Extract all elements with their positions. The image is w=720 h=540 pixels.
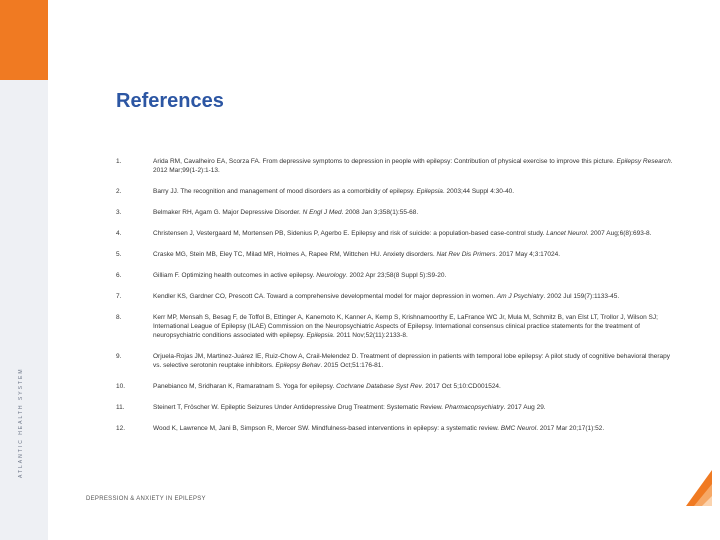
reference-item [116, 250, 676, 259]
reference-number: 12. [116, 425, 126, 432]
citation-details: . 2011 Nov;52(11):2133-8. [332, 332, 408, 339]
citation-body: Panebianco M, Sridharan K, Ramaratnam S. Yoga for epilepsy. [153, 383, 335, 390]
citation-body: Steinert T, Fröscher W. Epileptic Seizures Under Antidepressive Drug Treatment: Systematic Review. [153, 404, 443, 411]
reference-number: 10. [116, 383, 126, 390]
citation-details: . 2015 Oct;51:176-81. [320, 362, 384, 369]
reference-list [116, 157, 676, 445]
reference-number: 7. [116, 293, 122, 300]
journal-name: Epilepsia [306, 332, 333, 339]
reference-text [153, 229, 676, 238]
reference-text [153, 292, 676, 301]
citation-body: Craske MG, Stein MB, Eley TC, Milad MR, Holmes A, Rapee RM, Wittchen HU. Anxiety disorders. [153, 251, 435, 258]
reference-text [153, 187, 676, 196]
reference-item [116, 271, 676, 280]
reference-item [116, 187, 676, 196]
reference-number: 9. [116, 353, 122, 360]
citation-body: Kerr MP, Mensah S, Besag F, de Toffol B, Ettinger A, Kanemoto K, Kanner A, Kemp S, Krishnamoorthy E, LaFrance WC Jr, Mula M, Schmitz B, van Elst LT, Trollor J, Wilson SJ; International League of Epilepsy (ILAE) Commission on the Neuropsychiatric Aspects of Epilepsy. International consensus clinical practice statements for the treatment of neuropsychiatric conditions associated with epilepsy. [153, 314, 658, 339]
brand-vertical-text: ATLANTIC HEALTH SYSTEM [18, 367, 24, 478]
citation-body: Belmaker RH, Agam G. Major Depressive Disorder. [153, 209, 301, 216]
reference-text [153, 271, 676, 280]
citation-body: Arida RM, Cavalheiro EA, Scorza FA. From depressive symptoms to depression in people with epilepsy: Contribution of physical exercise to improve this picture. [153, 158, 615, 165]
journal-name: Epilepsy Research [616, 158, 671, 165]
reference-number: 11. [116, 404, 125, 411]
slide-footer: DEPRESSION & ANXIETY IN EPILEPSY [86, 496, 206, 502]
reference-item [116, 229, 676, 238]
reference-text [153, 382, 676, 391]
reference-number: 5. [116, 251, 122, 258]
reference-text [153, 424, 676, 433]
reference-item [116, 292, 676, 301]
reference-text [153, 157, 676, 175]
reference-number: 6. [116, 272, 122, 279]
journal-name: Neurology [316, 272, 346, 279]
citation-details: . 2017 May 4;3:17024. [495, 251, 561, 258]
atlantic-health-logo-icon [686, 470, 712, 506]
reference-text [153, 250, 676, 259]
journal-name: Epilepsia [416, 188, 443, 195]
citation-details: . 2017 Mar 20;17(1):52. [536, 425, 605, 432]
reference-number: 3. [116, 209, 122, 216]
journal-name: Lancet Neurol [546, 230, 587, 237]
journal-name: Am J Psychiatry [496, 293, 544, 300]
reference-number: 1. [116, 158, 122, 165]
citation-details: . 2017 Aug 29. [503, 404, 546, 411]
slide-title: References [116, 90, 224, 112]
reference-number: 2. [116, 188, 122, 195]
citation-details: . 2017 Oct 5;10:CD001524. [421, 383, 501, 390]
reference-number: 8. [116, 314, 122, 321]
reference-text [153, 352, 676, 370]
reference-item [116, 382, 676, 391]
accent-strip [0, 0, 48, 80]
citation-body: Christensen J, Vestergaard M, Mortensen PB, Sidenius P, Agerbo E. Epilepsy and risk of suicide: a population-based case-control study. [153, 230, 545, 237]
reference-text [153, 313, 676, 340]
journal-name: N Engl J Med [302, 209, 342, 216]
citation-details: . 2003;44 Suppl 4:30-40. [442, 188, 515, 195]
citation-details: . 2007 Aug;6(8):693-8. [586, 230, 652, 237]
journal-name: Nat Rev Dis Primers [436, 251, 496, 258]
citation-body: Barry JJ. The recognition and management of mood disorders as a comorbidity of epilepsy. [153, 188, 415, 195]
reference-item [116, 208, 676, 217]
reference-text [153, 403, 676, 412]
reference-item [116, 157, 676, 175]
citation-body: Wood K, Lawrence M, Jani B, Simpson R, Mercer SW. Mindfulness-based interventions in epilepsy: a systematic review. [153, 425, 499, 432]
citation-body: Kendler KS, Gardner CO, Prescott CA. Toward a comprehensive developmental model for major depression in women. [153, 293, 496, 300]
citation-details: . 2012 Mar;99(1-2):1-13. [153, 158, 673, 174]
reference-number: 4. [116, 230, 122, 237]
reference-item [116, 313, 676, 340]
journal-name: BMC Neurol [500, 425, 537, 432]
left-sidebar-band [0, 0, 48, 540]
journal-name: Epilepsy Behav [275, 362, 321, 369]
citation-details: . 2002 Jul 159(7):1133-45. [543, 293, 620, 300]
reference-item [116, 424, 676, 433]
journal-name: Cochrane Database Syst Rev [336, 383, 422, 390]
journal-name: Pharmacopsychiatry [444, 404, 504, 411]
citation-body: Orjuela-Rojas JM, Martinez-Juárez IE, Ruiz-Chow A, Crail-Melendez D. Treatment of depression in patients with temporal lobe epilepsy: A pilot study of cognitive behavioral therapy vs. selective serotonin reuptake inhibitors. [153, 353, 670, 369]
citation-details: . 2002 Apr 23;58(8 Suppl 5):S9-20. [345, 272, 447, 279]
reference-item [116, 352, 676, 370]
reference-text [153, 208, 676, 217]
citation-body: Gilliam F. Optimizing health outcomes in active epilepsy. [153, 272, 315, 279]
reference-item [116, 403, 676, 412]
citation-details: . 2008 Jan 3;358(1):55-68. [341, 209, 419, 216]
